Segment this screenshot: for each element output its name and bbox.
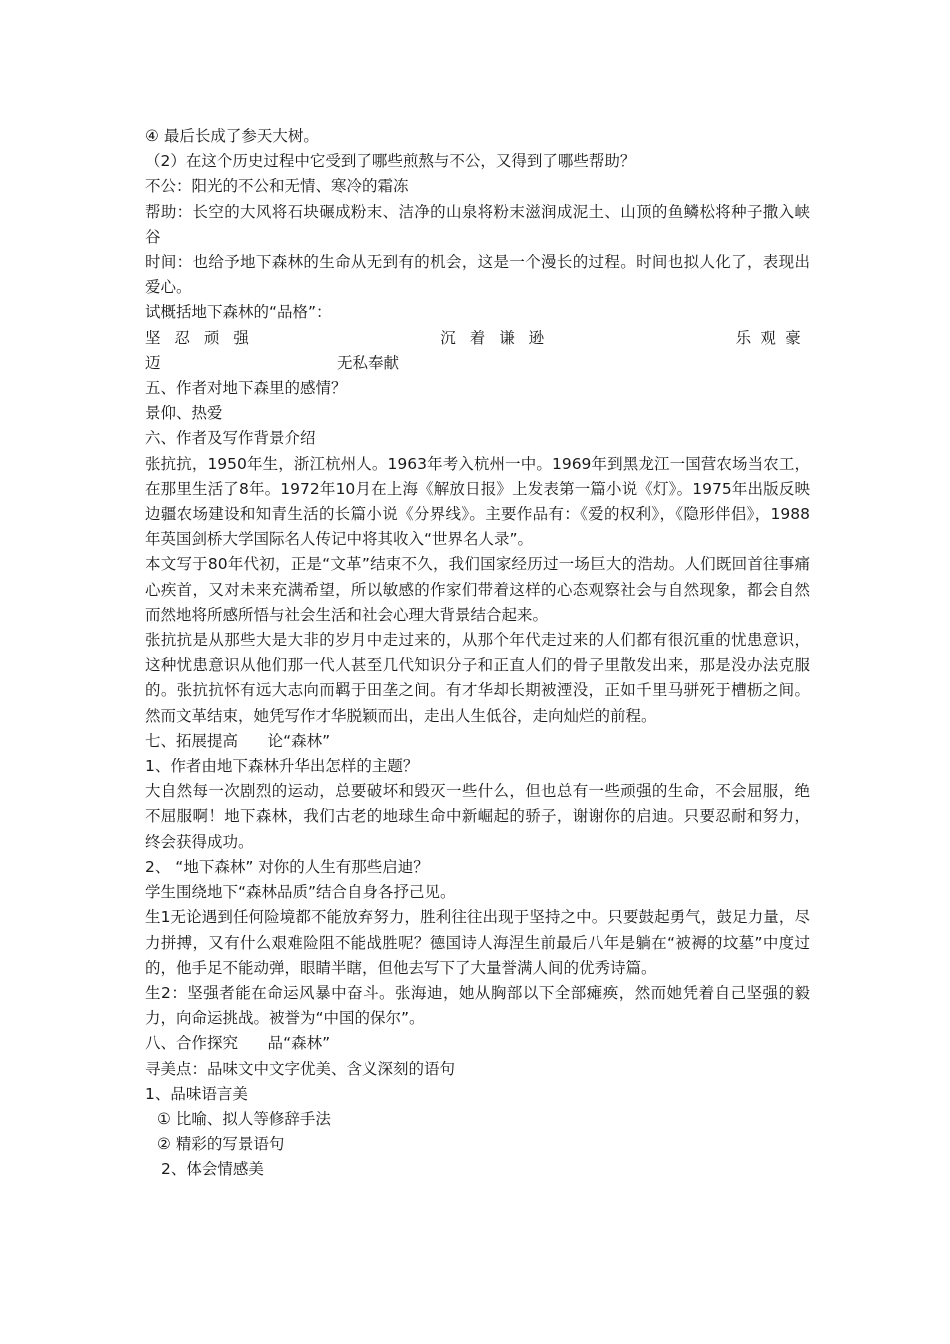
- trait-3-end: 迈: [145, 353, 161, 372]
- traits-row: [145, 326, 810, 351]
- list-item: ② 精彩的写景语句: [157, 1135, 285, 1154]
- trait-1: 坚忍顽强: [145, 328, 263, 347]
- text-line: 学生围绕地下“森林品质”结合自身各抒己见。: [145, 883, 456, 902]
- section-heading: 八、合作探究 品“森林”: [145, 1034, 331, 1053]
- text-line: 时间：也给予地下森林的生命从无到有的机会，这是一个漫长的过程。时间也拟人化了，表现出爱心。: [145, 253, 810, 297]
- paragraph: 大自然每一次剧烈的运动，总要破坏和毁灭一些什么，但也总有一些顽强的生命，不会屈服，绝不屈服啊！地下森林，我们古老的地球生命中新崛起的骄子，谢谢你的启迪。只要忍耐和努力，终会获得成功。: [145, 782, 810, 851]
- text-line: 1、品味语言美: [145, 1084, 248, 1103]
- text-line: 景仰、热爱: [145, 404, 223, 423]
- question-2: （2）在这个历史过程中它受到了哪些煎熬与不公，又得到了哪些帮助？: [145, 152, 636, 171]
- trait-3: 乐观豪: [735, 328, 810, 347]
- text-line: 试概括地下森林的“品格”：: [145, 303, 332, 322]
- paragraph: 张抗抗，1950年生，浙江杭州人。1963年考入杭州一中。1969年到黑龙江一国营农场当农工，在那里生活了8年。1972年10月在上海《解放日报》上发表第一篇小说《灯》。1975年出版反映边疆农场建设和知青生活的长篇小说《分界线》。主要作品有：《爱的权利》，《隐形伴侣》，1988年英国剑桥大学国际名人传记中将其收入“世界名人录”。: [145, 454, 810, 549]
- section-heading: 五、作者对地下森里的感情？: [145, 379, 347, 398]
- paragraph: 本文写于80年代初，正是“文革”结束不久，我们国家经历过一场巨大的浩劫。人们既回首往事痛心疾首，又对未来充满希望，所以敏感的作家们带着这样的心态观察社会与自然现象，都会自然而然地将所感所悟与社会生活和社会心理大背景结合起来。: [145, 555, 810, 624]
- text-line: 不公：阳光的不公和无情、寒冷的霜冻: [145, 177, 409, 196]
- paragraph: 生1无论遇到任何险境都不能放弃努力，胜利往往出现于坚持之中。只要鼓起勇气，鼓足力量，尽力拼搏，又有什么艰难险阻不能战胜呢？德国诗人海涅生前最后八年是躺在“被褥的坟墓”中度过的，他手足不能动弹，眼睛半瞎，但他去写下了大量誉满人间的优秀诗篇。: [145, 908, 810, 977]
- list-item: ① 比喻、拟人等修辞手法: [157, 1109, 331, 1128]
- trait-4: 无私奉献: [337, 353, 400, 372]
- section-heading: 六、作者及写作背景介绍: [145, 429, 316, 448]
- text-line: 帮助：长空的大风将石块碾成粉末、洁净的山泉将粉末滋润成泥土、山顶的鱼鳞松将种子撒入峡谷: [145, 202, 810, 246]
- paragraph: 生2：坚强者能在命运风暴中奋斗。张海迪，她从胸部以下全部瘫痪，然而她凭着自己坚强的毅力，向命运挑战。被誉为“中国的保尔”。: [145, 983, 810, 1028]
- traits-row-2: [145, 351, 810, 376]
- text-line: ④ 最后长成了参天大树。: [145, 127, 319, 145]
- text-line: 寻美点：品味文中文字优美、含义深刻的语句: [145, 1059, 456, 1078]
- paragraph: 张抗抗是从那些大是大非的岁月中走过来的，从那个年代走过来的人们都有很沉重的忧患意识，这种忧患意识从他们那一代人甚至几代知识分子和正直人们的骨子里散发出来，那是没办法克服的。张抗抗怀有远大志向而羁于田垄之间。有才华却长期被湮没，正如千里马骈死于槽枥之间。然而文革结束，她凭写作才华脱颖而出，走出人生低谷，走向灿烂的前程。: [145, 631, 810, 725]
- text-line: 2、体会情感美: [161, 1160, 264, 1179]
- text-line: 1、作者由地下森林升华出怎样的主题？: [145, 757, 419, 776]
- section-heading: 七、拓展提高 论“森林”: [145, 731, 331, 750]
- document-page: [145, 124, 810, 1183]
- text-line: 2、 “地下森林” 对你的人生有那些启迪？: [145, 857, 429, 876]
- trait-2: 沉着谦逊: [440, 328, 559, 347]
